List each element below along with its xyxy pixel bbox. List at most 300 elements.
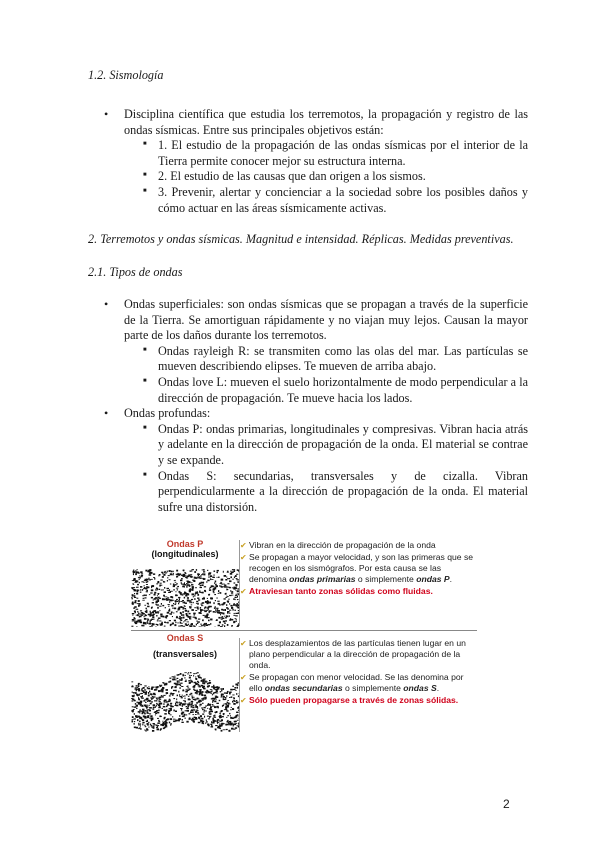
particle-dot xyxy=(151,688,153,690)
particle-dot xyxy=(180,594,182,595)
particle-dot xyxy=(169,708,170,709)
particle-dot xyxy=(149,574,152,576)
particle-dot xyxy=(138,724,140,725)
particle-dot xyxy=(195,592,197,593)
particle-dot xyxy=(225,620,227,621)
particle-dot xyxy=(210,619,212,621)
particle-dot xyxy=(177,622,178,623)
particle-dot xyxy=(162,721,163,722)
particle-dot xyxy=(170,708,172,710)
particle-dot xyxy=(199,700,201,702)
particle-dot xyxy=(172,608,174,609)
particle-dot xyxy=(176,690,177,692)
particle-dot xyxy=(192,711,193,713)
particle-dot xyxy=(199,689,202,691)
particle-dot xyxy=(168,713,169,715)
particle-dot xyxy=(155,713,157,714)
particle-dot xyxy=(186,708,189,709)
particle-dot xyxy=(134,618,135,620)
particle-dot xyxy=(235,690,236,691)
particle-dot xyxy=(221,697,222,698)
particle-dot xyxy=(155,715,156,716)
particle-dot xyxy=(145,611,146,612)
sub-list-item: ■ Ondas S: secundarias, transversales y de cizalla. Vibran perpendicularmente a la dirección de propagación de la onda. El material sufre una distorsión. xyxy=(88,469,528,516)
particle-dot xyxy=(229,610,231,611)
particle-dot xyxy=(182,586,184,588)
particle-dot xyxy=(187,704,189,706)
particle-dot xyxy=(234,569,236,570)
particle-dot xyxy=(215,696,218,698)
particle-dot xyxy=(196,673,198,674)
particle-dot xyxy=(136,587,139,588)
particle-dot xyxy=(193,613,196,615)
particle-dot xyxy=(201,582,203,584)
particle-dot xyxy=(233,603,235,604)
particle-dot xyxy=(132,719,134,720)
particle-dot xyxy=(173,710,174,712)
particle-dot xyxy=(236,700,237,701)
particle-dot xyxy=(233,729,235,730)
particle-dot xyxy=(185,619,187,620)
particle-dot xyxy=(183,622,184,623)
particle-dot xyxy=(146,721,148,723)
particle-dot xyxy=(194,614,195,615)
particle-dot xyxy=(174,624,176,626)
particle-dot xyxy=(226,717,228,718)
particle-dot xyxy=(173,589,175,590)
particle-dot xyxy=(155,612,158,614)
check-icon: ✔ xyxy=(240,587,247,596)
particle-dot xyxy=(215,581,217,583)
particle-dot xyxy=(229,721,232,722)
particle-dot xyxy=(232,609,233,611)
particle-dot xyxy=(169,613,170,614)
particle-dot xyxy=(146,591,148,592)
particle-dot xyxy=(179,704,181,706)
particle-dot xyxy=(218,617,220,619)
particle-dot xyxy=(221,619,223,620)
particle-dot xyxy=(196,621,197,622)
particle-dot xyxy=(193,596,194,598)
particle-dot xyxy=(186,694,188,696)
particle-dot xyxy=(149,572,151,574)
particle-dot xyxy=(152,585,154,586)
particle-dot xyxy=(162,708,164,709)
particle-dot xyxy=(199,694,201,696)
particle-dot xyxy=(144,685,146,686)
particle-dot xyxy=(176,599,178,600)
particle-dot xyxy=(232,587,234,588)
particle-dot xyxy=(183,617,185,619)
particle-dot xyxy=(133,608,135,609)
particle-dot xyxy=(224,623,225,625)
particle-dot xyxy=(223,688,224,690)
particle-dot xyxy=(188,584,190,585)
particle-dot xyxy=(148,570,150,572)
check-icon: ✔ xyxy=(240,673,247,682)
particle-dot xyxy=(133,570,134,572)
particle-dot xyxy=(220,688,223,689)
particle-dot xyxy=(186,714,188,715)
particle-dot xyxy=(166,709,167,711)
particle-dot xyxy=(171,723,172,725)
particle-dot xyxy=(145,726,147,727)
particle-dot xyxy=(207,598,208,599)
particle-dot xyxy=(198,677,201,679)
particle-dot xyxy=(134,727,136,729)
particle-dot xyxy=(185,608,186,609)
particle-dot xyxy=(162,687,164,688)
particle-dot xyxy=(213,611,215,613)
particle-dot xyxy=(181,625,183,626)
particle-dot xyxy=(176,698,177,700)
particle-dot xyxy=(189,585,191,587)
particle-dot xyxy=(185,610,187,612)
particle-dot xyxy=(218,610,220,611)
particle-dot xyxy=(151,701,152,703)
particle-dot xyxy=(230,576,232,578)
particle-dot xyxy=(189,625,190,626)
particle-dot xyxy=(187,686,188,687)
particle-dot xyxy=(164,717,166,718)
particle-dot xyxy=(213,575,214,576)
particle-dot xyxy=(164,626,166,627)
particle-dot xyxy=(163,695,165,696)
particle-dot xyxy=(158,599,160,600)
particle-dot xyxy=(198,621,200,622)
particle-dot xyxy=(214,608,216,609)
particle-dot xyxy=(157,718,159,719)
particle-dot xyxy=(229,615,230,616)
particle-dot xyxy=(212,702,213,703)
particle-dot xyxy=(213,719,215,721)
particle-dot xyxy=(156,615,157,617)
particle-dot xyxy=(132,602,134,604)
particle-dot xyxy=(191,704,193,706)
particle-dot xyxy=(171,571,173,573)
particle-dot xyxy=(224,616,225,617)
particle-dot xyxy=(180,685,182,686)
particle-dot xyxy=(192,625,194,626)
particle-dot xyxy=(136,705,138,706)
particle-dot xyxy=(154,592,156,594)
particle-dot xyxy=(170,591,171,593)
particle-dot xyxy=(146,590,148,591)
particle-dot xyxy=(229,619,231,620)
particle-dot xyxy=(166,615,168,617)
particle-dot xyxy=(148,692,149,693)
particle-dot xyxy=(201,718,203,720)
particle-dot xyxy=(236,587,237,589)
particle-dot xyxy=(183,689,185,690)
particle-dot xyxy=(147,606,149,608)
particle-dot xyxy=(184,701,186,703)
particle-dot xyxy=(175,622,176,623)
particle-dot xyxy=(134,707,137,708)
particle-dot xyxy=(218,611,220,613)
particle-dot xyxy=(207,724,209,726)
particle-dot xyxy=(201,698,204,699)
particle-dot xyxy=(214,571,216,572)
particle-dot xyxy=(186,586,188,587)
particle-dot xyxy=(134,593,135,594)
particle-dot xyxy=(206,624,208,626)
tipos-ondas-list xyxy=(88,297,528,515)
particle-dot xyxy=(220,691,221,692)
particle-dot xyxy=(177,678,179,679)
particle-dot xyxy=(177,586,179,587)
particle-dot xyxy=(138,683,140,685)
particle-dot xyxy=(212,694,213,696)
particle-dot xyxy=(155,689,157,690)
particle-dot xyxy=(221,604,222,606)
particle-dot xyxy=(151,725,152,727)
particle-dot xyxy=(183,703,185,705)
particle-dot xyxy=(223,571,224,573)
particle-dot xyxy=(144,585,145,586)
particle-dot xyxy=(218,726,221,727)
particle-dot xyxy=(157,712,159,713)
particle-dot xyxy=(140,610,142,611)
particle-dot xyxy=(176,576,177,577)
particle-dot xyxy=(165,607,166,608)
particle-dot xyxy=(189,694,190,696)
particle-dot xyxy=(137,589,139,591)
particle-dot xyxy=(178,626,181,627)
particle-dot xyxy=(216,691,218,692)
particle-dot xyxy=(218,603,220,605)
particle-dot xyxy=(151,698,152,700)
particle-dot xyxy=(180,702,182,704)
particle-dot xyxy=(209,589,211,591)
particle-dot xyxy=(234,576,235,578)
particle-dot xyxy=(147,701,148,702)
particle-dot xyxy=(202,709,204,710)
particle-dot xyxy=(149,626,151,627)
particle-dot xyxy=(149,707,151,708)
particle-dot xyxy=(184,620,186,621)
particle-dot xyxy=(230,605,232,607)
particle-dot xyxy=(204,626,206,627)
particle-dot xyxy=(139,727,140,728)
particle-dot xyxy=(191,570,193,571)
particle-dot xyxy=(210,689,213,690)
particle-dot xyxy=(179,618,181,619)
particle-dot xyxy=(170,693,172,695)
particle-dot xyxy=(169,609,170,611)
particle-dot xyxy=(185,603,188,604)
particle-dot xyxy=(139,575,140,576)
particle-dot xyxy=(214,583,215,584)
particle-dot xyxy=(197,573,199,575)
particle-dot xyxy=(184,582,185,583)
particle-dot xyxy=(167,692,168,694)
particle-dot xyxy=(200,585,202,586)
p-wave-item: ✔ Atraviesan tanto zonas sólidas como fluidas. xyxy=(240,586,433,596)
particle-dot xyxy=(235,595,238,596)
particle-dot xyxy=(185,575,186,576)
particle-dot xyxy=(175,584,177,585)
particle-dot xyxy=(190,672,192,673)
particle-dot xyxy=(163,575,165,576)
particle-dot xyxy=(164,571,165,573)
particle-dot xyxy=(147,723,149,725)
particle-dot xyxy=(203,711,205,712)
particle-dot xyxy=(227,715,228,716)
p-wave-particle-image xyxy=(131,569,239,627)
particle-dot xyxy=(172,616,173,617)
particle-dot xyxy=(224,575,227,577)
particle-dot xyxy=(191,599,193,600)
particle-dot xyxy=(210,623,211,625)
particle-dot xyxy=(216,686,217,688)
particle-dot xyxy=(165,724,167,726)
particle-dot xyxy=(158,720,160,722)
particle-dot xyxy=(135,703,136,705)
particle-dot xyxy=(202,569,203,570)
particle-dot xyxy=(133,692,135,693)
particle-dot xyxy=(194,571,196,573)
particle-dot xyxy=(186,613,188,614)
particle-dot xyxy=(184,597,185,599)
particle-dot xyxy=(237,725,238,726)
particle-dot xyxy=(151,589,154,591)
particle-dot xyxy=(235,613,238,614)
particle-dot xyxy=(186,594,188,596)
particle-dot xyxy=(236,621,237,622)
particle-dot xyxy=(140,592,142,593)
particle-dot xyxy=(225,724,227,726)
particle-dot xyxy=(223,698,224,700)
particle-dot xyxy=(237,687,238,689)
particle-dot xyxy=(182,719,183,721)
particle-dot xyxy=(151,607,152,608)
particle-dot xyxy=(136,598,138,599)
particle-dot xyxy=(167,622,169,624)
particle-dot xyxy=(134,723,135,725)
particle-dot xyxy=(137,569,138,570)
particle-dot xyxy=(210,709,213,711)
particle-dot xyxy=(204,710,205,711)
particle-dot xyxy=(236,693,237,695)
particle-dot xyxy=(138,605,140,607)
particle-dot xyxy=(199,592,201,593)
particle-dot xyxy=(187,689,189,690)
particle-dot xyxy=(230,689,233,691)
particle-dot xyxy=(211,585,214,587)
particle-dot xyxy=(189,591,191,592)
particle-dot xyxy=(134,721,135,722)
particle-dot xyxy=(224,692,226,693)
particle-dot xyxy=(195,717,197,719)
s-wave-title: Ondas S xyxy=(166,633,204,643)
particle-dot xyxy=(132,685,134,687)
particle-dot xyxy=(229,693,230,695)
particle-dot xyxy=(192,569,195,570)
particle-dot xyxy=(157,619,158,620)
particle-dot xyxy=(149,705,150,706)
particle-dot xyxy=(186,721,188,723)
particle-dot xyxy=(183,626,186,627)
particle-dot xyxy=(173,573,174,574)
particle-dot xyxy=(156,588,158,589)
particle-dot xyxy=(207,580,209,582)
particle-dot xyxy=(188,698,191,700)
particle-dot xyxy=(233,703,235,705)
particle-dot xyxy=(175,705,177,706)
particle-dot xyxy=(233,598,235,599)
particle-dot xyxy=(226,692,228,694)
particle-dot xyxy=(168,575,170,576)
particle-dot xyxy=(161,696,164,697)
particle-dot xyxy=(192,588,194,590)
particle-dot xyxy=(141,581,143,582)
particle-dot xyxy=(159,589,161,590)
particle-dot xyxy=(150,697,153,698)
particle-dot xyxy=(215,609,216,611)
particle-dot xyxy=(199,706,200,707)
particle-dot xyxy=(181,697,183,698)
particle-dot xyxy=(149,579,151,580)
particle-dot xyxy=(162,598,164,600)
particle-dot xyxy=(164,713,167,715)
particle-dot xyxy=(203,680,205,682)
particle-dot xyxy=(141,614,144,616)
particle-dot xyxy=(200,719,202,720)
particle-dot xyxy=(235,590,236,591)
particle-dot xyxy=(131,626,133,627)
particle-dot xyxy=(144,699,145,700)
particle-dot xyxy=(184,672,186,673)
particle-dot xyxy=(231,728,234,730)
particle-dot xyxy=(132,595,134,596)
particle-dot xyxy=(132,621,134,622)
particle-dot xyxy=(159,621,161,622)
particle-dot xyxy=(231,619,233,621)
particle-dot xyxy=(170,718,173,720)
particle-dot xyxy=(174,676,176,677)
particle-dot xyxy=(167,577,168,578)
particle-dot xyxy=(193,580,195,582)
particle-dot xyxy=(141,576,143,577)
particle-dot xyxy=(170,714,172,715)
particle-dot xyxy=(224,699,226,700)
particle-dot xyxy=(210,706,212,708)
particle-dot xyxy=(195,705,196,707)
s-wave-subtitle: (transversales) xyxy=(152,649,218,659)
particle-dot xyxy=(185,623,187,624)
particle-dot xyxy=(202,620,203,621)
particle-dot xyxy=(182,611,183,613)
particle-dot xyxy=(187,687,189,688)
particle-dot xyxy=(173,690,176,691)
particle-dot xyxy=(226,577,227,578)
particle-dot xyxy=(138,613,139,615)
particle-dot xyxy=(161,590,163,591)
particle-dot xyxy=(165,720,167,721)
particle-dot xyxy=(140,703,142,705)
particle-dot xyxy=(182,690,184,691)
particle-dot xyxy=(188,680,190,681)
particle-dot xyxy=(163,728,165,730)
particle-dot xyxy=(206,721,207,723)
particle-dot xyxy=(144,605,146,606)
particle-dot xyxy=(178,597,180,598)
particle-dot xyxy=(217,597,218,598)
particle-dot xyxy=(150,715,152,717)
particle-dot xyxy=(166,598,167,600)
particle-dot xyxy=(189,677,191,679)
